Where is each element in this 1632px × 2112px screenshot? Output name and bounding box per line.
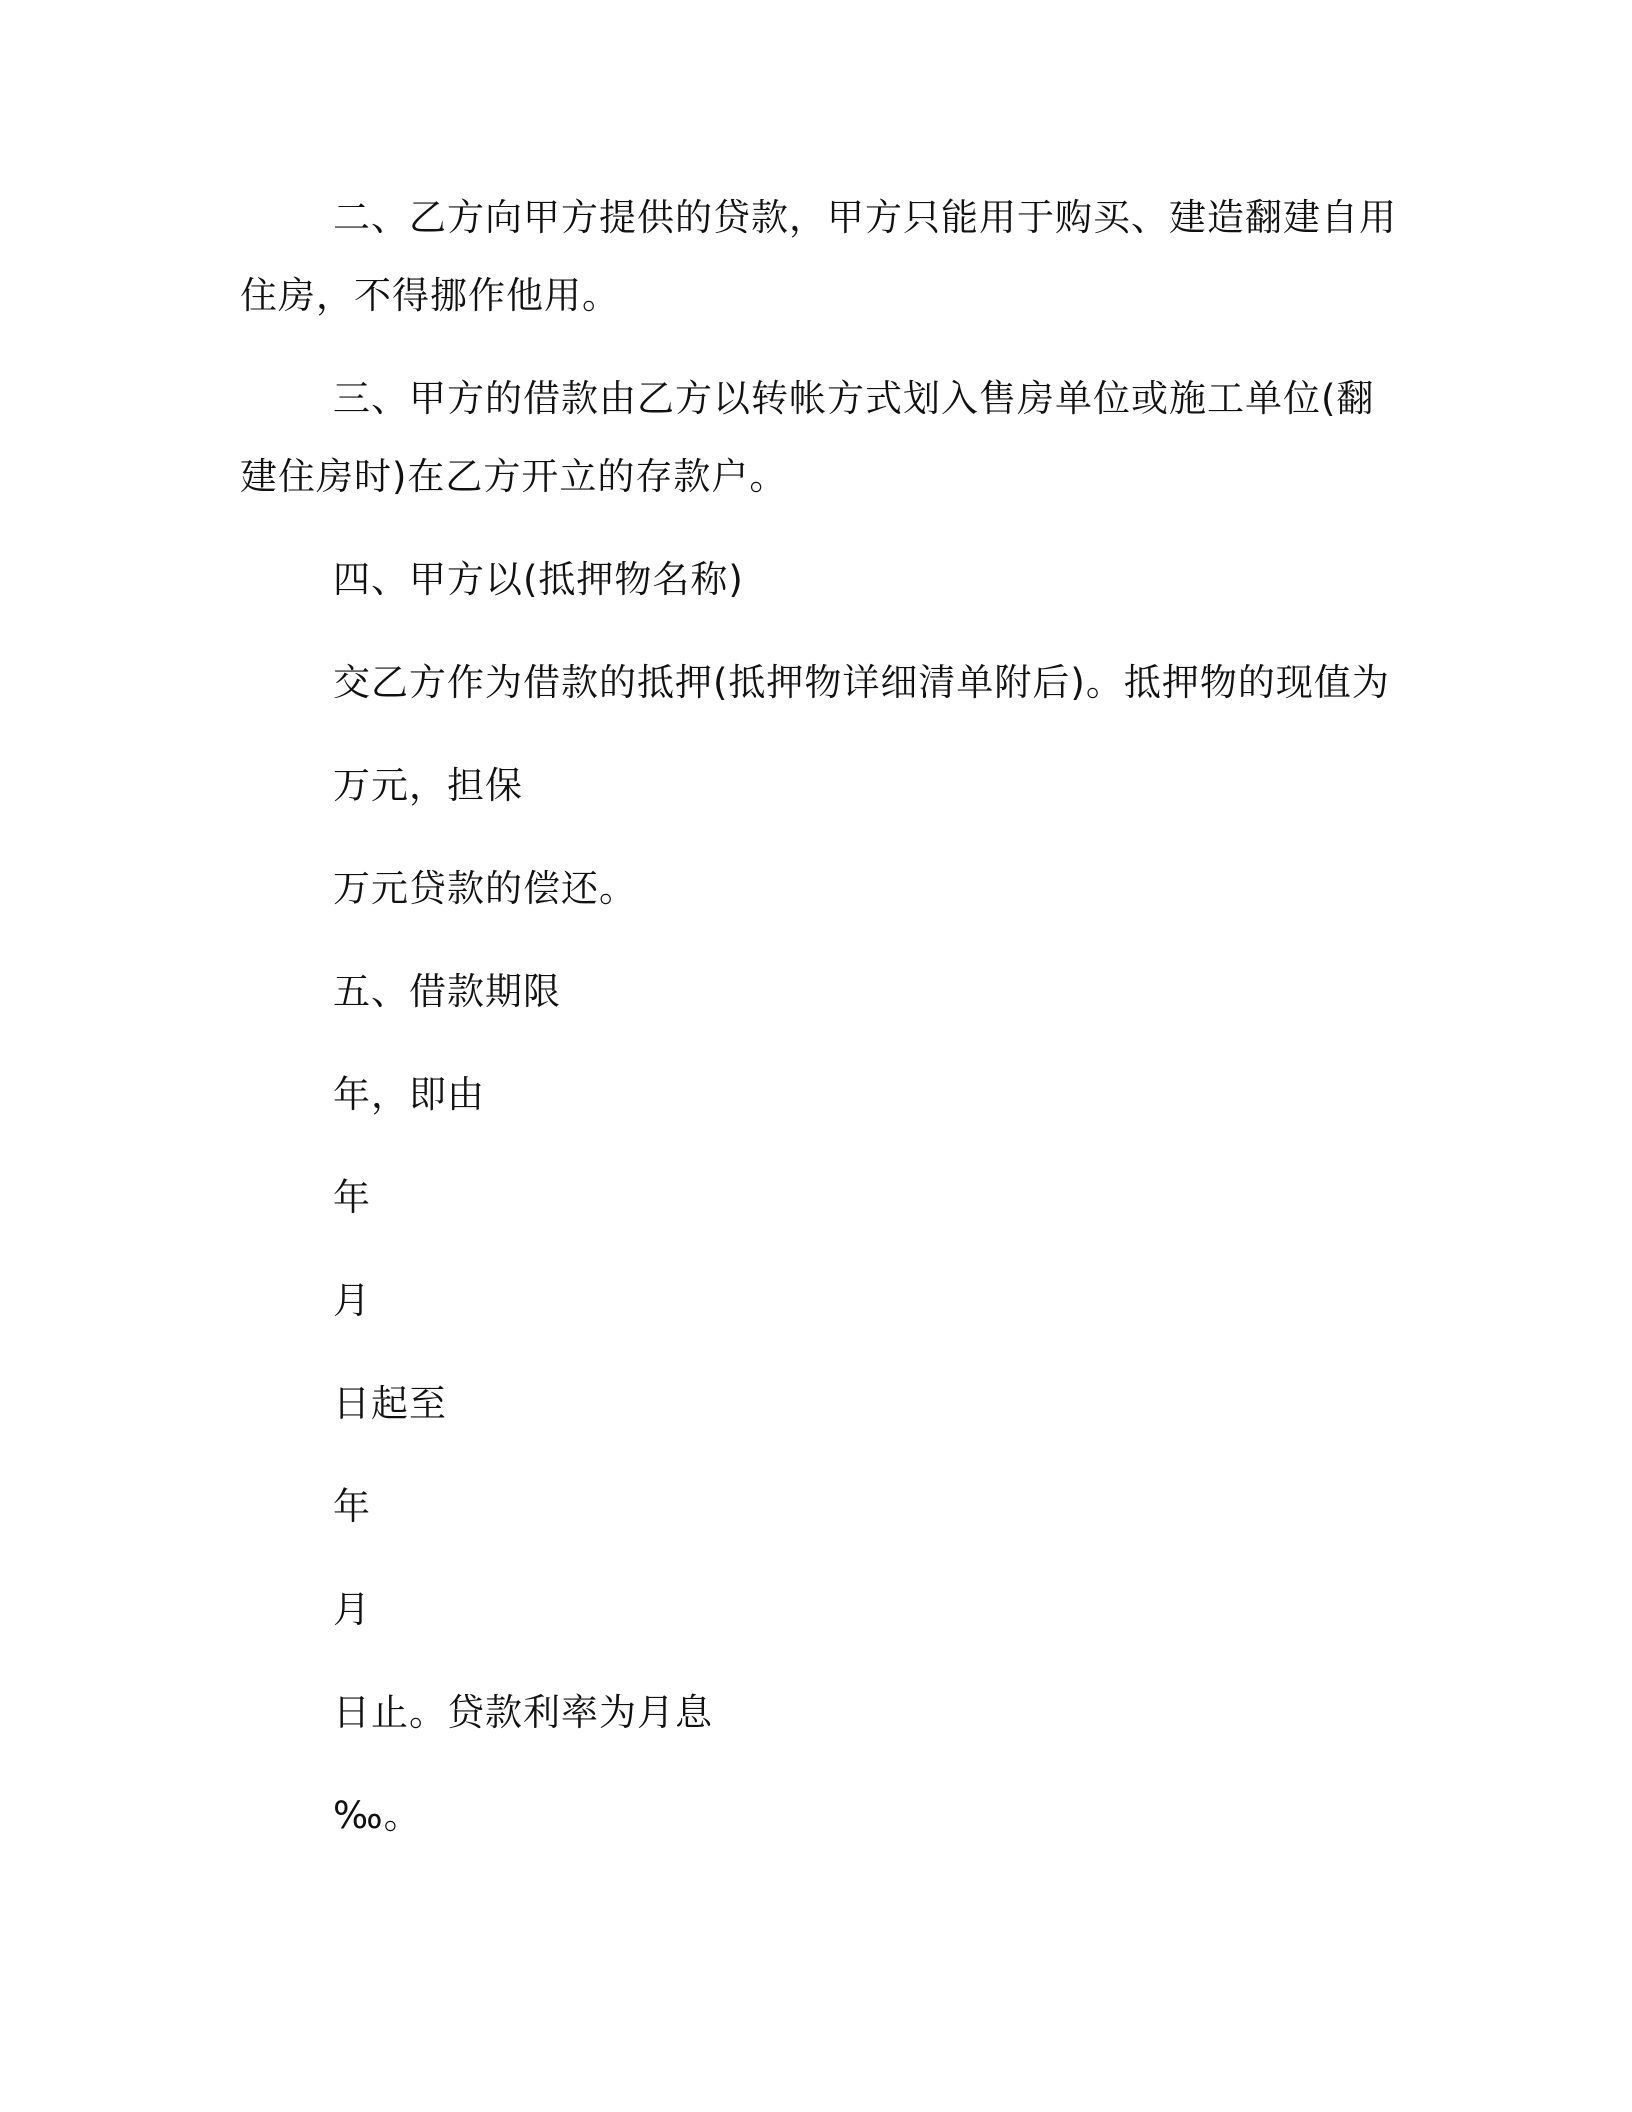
clause-2-line-2: 住房，不得挪作他用。 [240,274,620,317]
clause-5-line-4: 月 [333,1279,371,1322]
clause-4-line-3: 万元，担保 [333,764,523,807]
clause-2-line-1: 二、乙方向甲方提供的贷款，甲方只能用于购买、建造翻建自用 [333,196,1397,239]
clause-5-line-9: ‰。 [333,1794,422,1837]
clause-4-line-2: 交乙方作为借款的抵押(抵押物详细清单附后)。抵押物的现值为 [333,661,1390,704]
clause-4-line-1: 四、甲方以(抵押物名称) [333,558,744,601]
clause-3-line-2: 建住房时)在乙方开立的存款户。 [240,455,788,498]
clause-3-line-1: 三、甲方的借款由乙方以转帐方式划入售房单位或施工单位(翻 [333,377,1375,420]
clause-5-line-6: 年 [333,1485,371,1528]
clause-5-line-3: 年 [333,1176,371,1219]
clause-5-line-5: 日起至 [333,1382,447,1425]
clause-5-line-8: 日止。贷款利率为月息 [333,1691,713,1734]
clause-5-line-7: 月 [333,1588,371,1631]
clause-4-line-4: 万元贷款的偿还。 [333,867,637,910]
clause-5-line-1: 五、借款期限 [333,970,561,1013]
clause-5-line-2: 年，即由 [333,1073,485,1116]
